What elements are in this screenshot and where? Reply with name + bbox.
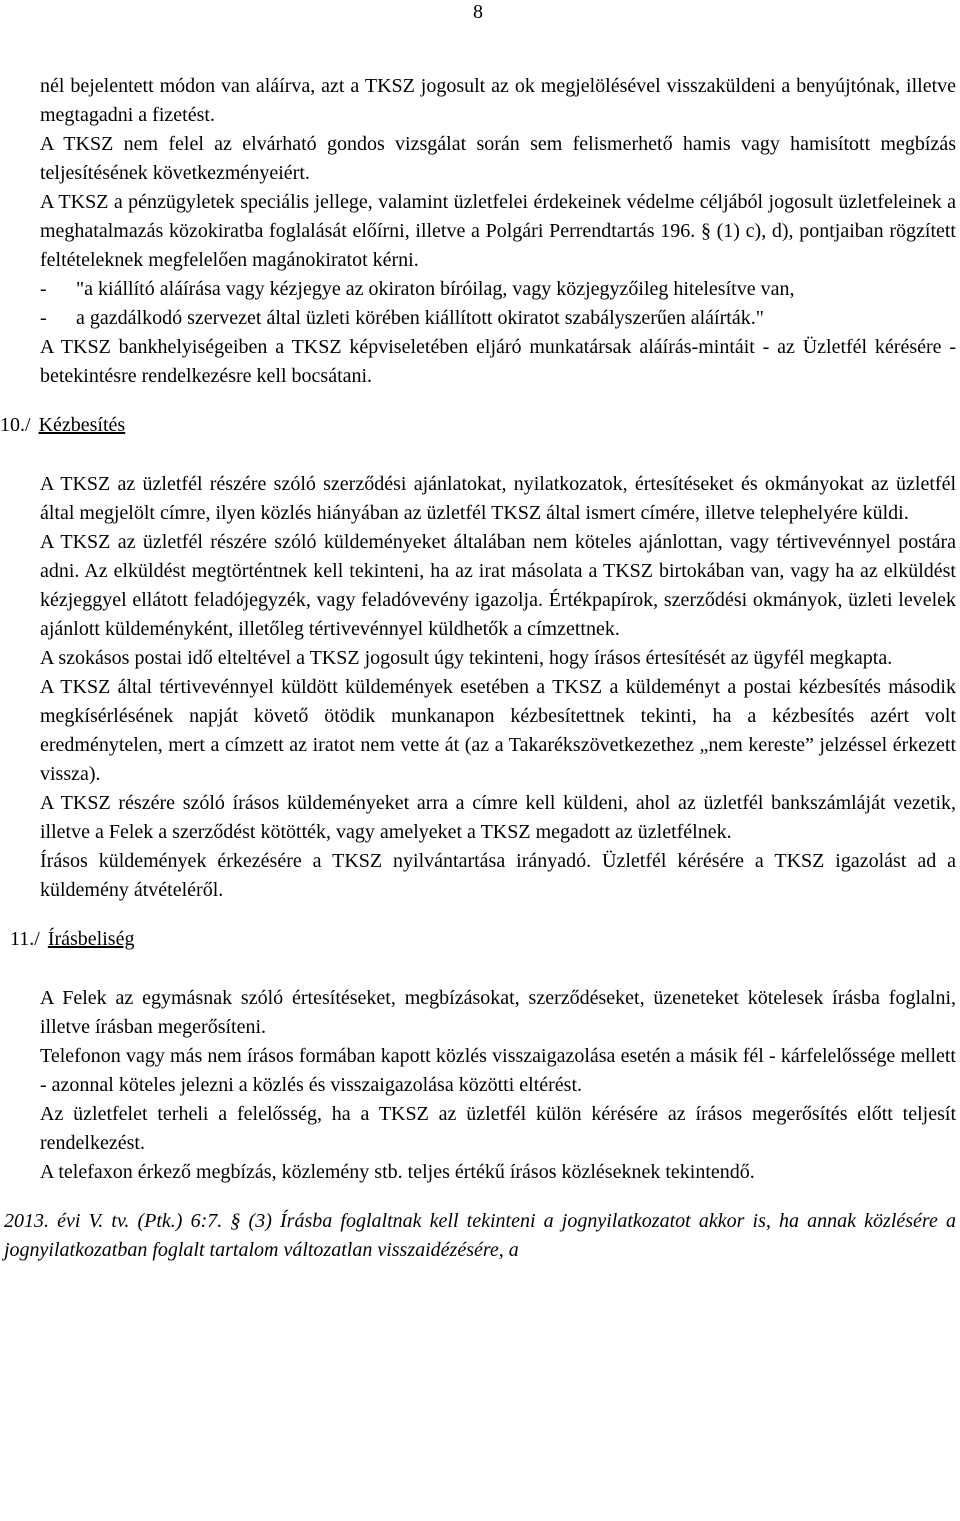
dash-list-item-2-text: a gazdálkodó szervezet által üzleti körében kiállított okiratot szabályszerűen aláírták.": [76, 307, 764, 329]
dash-list-item-1: - "a kiállító aláírása vagy kézjegye az okiraton bíróilag, vagy közjegyzőileg hitelesítve van,: [40, 278, 795, 300]
section11-paragraph: A Felek az egymásnak szóló értesítéseket, megbízásokat, szerződéseket, üzeneteket kötelesek írásba foglalni, illetve írásban megerősíteni.: [40, 987, 956, 1038]
section10-paragraph: A TKSZ az üzletfél részére szóló küldeményeket általában nem köteles ajánlottan, vagy tértivevénnyel postára adni. Az elküldést megtörténtnek kell tekinteni, ha az irat másolata a TKSZ birtokában van, vagy ha az elküldést kézjeggyel ellátott feladójegyzék, vagy feladóvevény igazolja. Értékpapírok, szerződési okmányok, üzleti levelek ajánlott küldeményként, illetőleg tértivevénnyel küldhetők a címzettnek.: [40, 531, 956, 640]
section10-paragraph: A TKSZ által tértivevénnyel küldött küldemények esetében a TKSZ a küldeményt a postai kézbesítés második megkísérlésének napját követő ötödik munkanapon kézbesítettnek tekinti, ha a kézbesítés azért volt eredménytelen, mert a címzett az iratot nem vette át (az a Takarékszövetkezethez „nem kereste” jelzéssel érkezett vissza).: [40, 676, 956, 785]
section-title: Írásbeliség: [47, 928, 135, 950]
section10-paragraph: A szokásos postai idő elteltével a TKSZ jogosult úgy tekinteni, hogy írásos értesítését az ügyfél megkapta.: [40, 647, 893, 669]
section10-paragraph: Írásos küldemények érkezésére a TKSZ nyilvántartása irányadó. Üzletfél kérésére a TKSZ igazolást ad a küldemény átvételéről.: [40, 850, 956, 901]
section11-paragraph: A telefaxon érkező megbízás, közlemény stb. teljes értékű írásos közléseknek tekintendő.: [40, 1161, 755, 1183]
dash-list-item-2: - a gazdálkodó szervezet által üzleti körében kiállított okiratot szabályszerűen aláírták.": [40, 307, 764, 329]
intro-paragraph-2: A TKSZ nem felel az elvárható gondos vizsgálat során sem felismerhető hamis vagy hamisított megbízás teljesítésének következményeiért.: [40, 133, 956, 184]
section-title: Kézbesítés: [38, 414, 126, 436]
section-number: 10./: [0, 414, 31, 436]
section11-paragraph: Az üzletfelet terheli a felelősség, ha a TKSZ az üzletfél külön kérésére az írásos megerősítés előtt teljesít rendelkezést.: [40, 1103, 956, 1154]
section-number: 11./: [10, 928, 40, 950]
intro-paragraph-3: A TKSZ a pénzügyletek speciális jellege, valamint üzletfelei érdekeinek védelme céljából jogosult üzletfeleinek a meghatalmazás közokiratba foglalását előírni, illetve a Polgári Perrendtartás 196. § (1) c), d), pontjaiban rögzített feltételeknek megfelelően magánokiratot kérni.: [40, 191, 956, 271]
dash-list-item-1-text: "a kiállító aláírása vagy kézjegye az okiraton bíróilag, vagy közjegyzőileg hitelesítve van,: [76, 278, 795, 300]
footnote: 2013. évi V. tv. (Ptk.) 6:7. § (3) Írásba foglaltnak kell tekinteni a jognyilatkozatot akkor is, ha annak közlésére a jognyilatkozatban foglalt tartalom változatlan visszaidézésére, a: [4, 1210, 956, 1261]
intro-paragraph-1: nél bejelentett módon van aláírva, azt a TKSZ jogosult az ok megjelölésével visszaküldeni a benyújtónak, illetve megtagadni a fizetést.: [40, 75, 956, 126]
section11-paragraph: Telefonon vagy más nem írásos formában kapott közlés visszaigazolása esetén a másik fél - kárfelelőssége mellett - azonnal köteles jelezni a közlés és visszaigazolása közötti eltérést.: [40, 1045, 956, 1096]
section-heading-10: [0, 411, 956, 440]
section-heading-11: [10, 925, 956, 954]
section10-paragraph: A TKSZ az üzletfél részére szóló szerződési ajánlatokat, nyilatkozatok, értesítéseket és okmányokat az üzletfél által megjelölt címre, ilyen közlés hiányában az üzletfél TKSZ által ismert címére, illetve telephelyére küldi.: [40, 473, 956, 524]
document-body: [0, 72, 956, 1265]
section10-paragraph: A TKSZ részére szóló írásos küldeményeket arra a címre kell küldeni, ahol az üzletfél bankszámláját vezetik, illetve a Felek a szerződést kötötték, vagy amelyeket a TKSZ megadott az üzletfélnek.: [40, 792, 956, 843]
page-number: 8: [473, 1, 483, 23]
intro-paragraph-4: A TKSZ bankhelyiségeiben a TKSZ képviseletében eljáró munkatársak aláírás-mintáit - az Üzletfél kérésére - betekintésre rendelkezésre kell bocsátani.: [40, 336, 956, 387]
